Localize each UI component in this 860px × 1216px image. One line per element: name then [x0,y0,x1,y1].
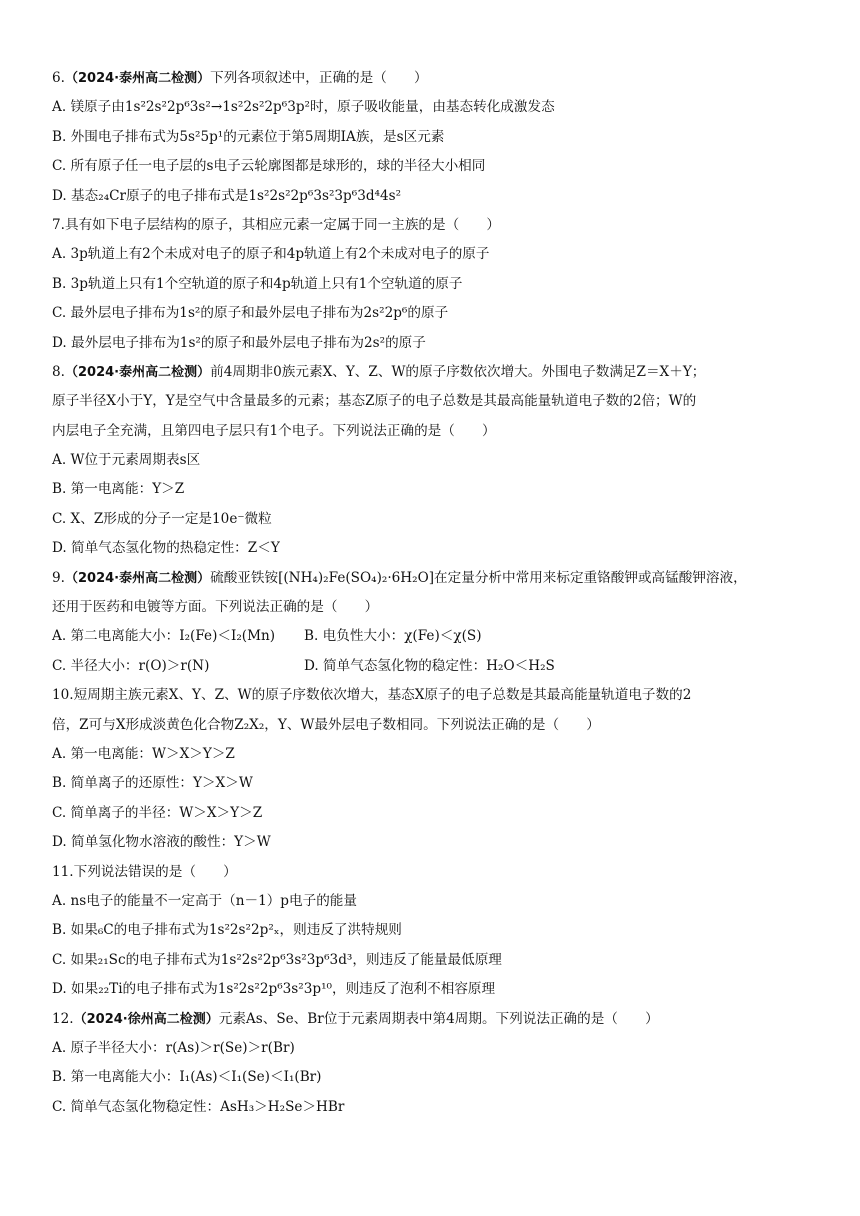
question-6-option-d: D. 基态₂₄Cr原子的电子排布式是1s²2s²2p⁶3s²3p⁶3d⁴4s² [52,187,402,204]
question-8-stem-line-1: 8.（2024·泰州高二检测）前4周期非0族元素X、Y、Z、W的原子序数依次增大。外围电子数满足Z＝X＋Y； [52,363,706,380]
question-8-option-b: B. 第一电离能：Y＞Z [52,481,185,498]
question-7-option-b: B. 3p轨道上只有1个空轨道的原子和4p轨道上只有1个空轨道的原子 [52,275,463,292]
question-9-stem-line-1: 9.（2024·泰州高二检测）硫酸亚铁铵[(NH₄)₂Fe(SO₄)₂·6H₂O]在定量分析中常用来标定重铬酸钾或高锰酸钾溶液， [52,569,747,586]
question-8-stem-line-3: 内层电子全充满，且第四电子层只有1个电子。下列说法正确的是（ ） [52,422,496,439]
question-12-option-c: C. 简单气态氢化物稳定性：AsH₃＞H₂Se＞HBr [52,1098,345,1115]
question-7-option-d: D. 最外层电子排布为1s²的原子和最外层电子排布为2s²的原子 [52,334,426,351]
exam-page [52,64,812,1122]
question-10-stem-line-2: 倍，Z可与X形成淡黄色化合物Z₂X₂，Y、W最外层电子数相同。下列说法正确的是（ ） [52,716,600,733]
question-6-option-b: B. 外围电子排布式为5s²5p¹的元素位于第5周期ⅠA族，是s区元素 [52,128,445,145]
question-8-option-d: D. 简单气态氢化物的热稳定性：Z＜Y [52,540,280,557]
question-11-option-c: C. 如果₂₁Sc的电子排布式为1s²2s²2p⁶3s²3p⁶3d³，则违反了能量最低原理 [52,951,502,968]
question-12-option-a: A. 原子半径大小：r(As)＞r(Se)＞r(Br) [52,1039,295,1056]
question-11-option-a: A. ns电子的能量不一定高于（n－1）p电子的能量 [52,892,357,909]
question-8-option-a: A. W位于元素周期表s区 [52,452,201,469]
question-7-option-c: C. 最外层电子排布为1s²的原子和最外层电子排布为2s²2p⁶的原子 [52,305,449,322]
question-9-option-a: A. 第二电离能大小：I₂(Fe)＜I₂(Mn) [52,628,276,645]
question-8-stem-line-2: 原子半径X小于Y，Y是空气中含量最多的元素；基态Z原子的电子总数是其最高能量轨道电子数的2倍；W的 [52,393,697,410]
question-7-option-a: A. 3p轨道上有2个未成对电子的原子和4p轨道上有2个未成对电子的原子 [52,246,490,263]
question-10-stem-line-1: 10.短周期主族元素X、Y、Z、W的原子序数依次增大，基态X原子的电子总数是其最高能量轨道电子数的2 [52,687,692,704]
question-8-option-c: C. X、Z形成的分子一定是10e⁻微粒 [52,510,272,527]
question-10-option-a: A. 第一电离能：W＞X＞Y＞Z [52,745,235,762]
question-9-option-b: B. 电负性大小：χ(Fe)＜χ(S) [304,628,482,645]
question-9-stem-line-2: 还用于医药和电镀等方面。下列说法正确的是（ ） [52,599,379,616]
question-9-options-row-1 [52,622,812,651]
question-6-option-a: A. 镁原子由1s²2s²2p⁶3s²→1s²2s²2p⁶3p²时，原子吸收能量，由基态转化成激发态 [52,99,555,116]
question-7-stem: 7.具有如下电子层结构的原子，其相应元素一定属于同一主族的是（ ） [52,216,500,233]
question-9-options-row-2 [52,652,812,681]
question-11-option-d: D. 如果₂₂Ti的电子排布式为1s²2s²2p⁶3s²3p¹⁰，则违反了泡利不相容原理 [52,981,496,998]
question-6-stem: 6.（2024·泰州高二检测）下列各项叙述中，正确的是（ ） [52,70,428,86]
question-11-stem: 11.下列说法错误的是（ ） [52,863,237,880]
question-10-option-b: B. 简单离子的还原性：Y＞X＞W [52,775,253,792]
question-12-stem: 12.（2024·徐州高二检测）元素As、Se、Br位于元素周期表中第4周期。下列说法正确的是（ ） [52,1010,659,1027]
question-9-option-c: C. 半径大小：r(O)＞r(N) [52,657,210,674]
question-6-option-c: C. 所有原子任一电子层的s电子云轮廓图都是球形的，球的半径大小相同 [52,158,486,175]
question-10-option-d: D. 简单氢化物水溶液的酸性：Y＞W [52,834,271,851]
question-12-option-b: B. 第一电离能大小：I₁(As)＜I₁(Se)＜I₁(Br) [52,1069,322,1086]
question-11-option-b: B. 如果₆C的电子排布式为1s²2s²2p²ₓ，则违反了洪特规则 [52,922,402,939]
question-10-option-c: C. 简单离子的半径：W＞X＞Y＞Z [52,804,263,821]
question-9-option-d: D. 简单气态氢化物的稳定性：H₂O＜H₂S [304,657,555,674]
